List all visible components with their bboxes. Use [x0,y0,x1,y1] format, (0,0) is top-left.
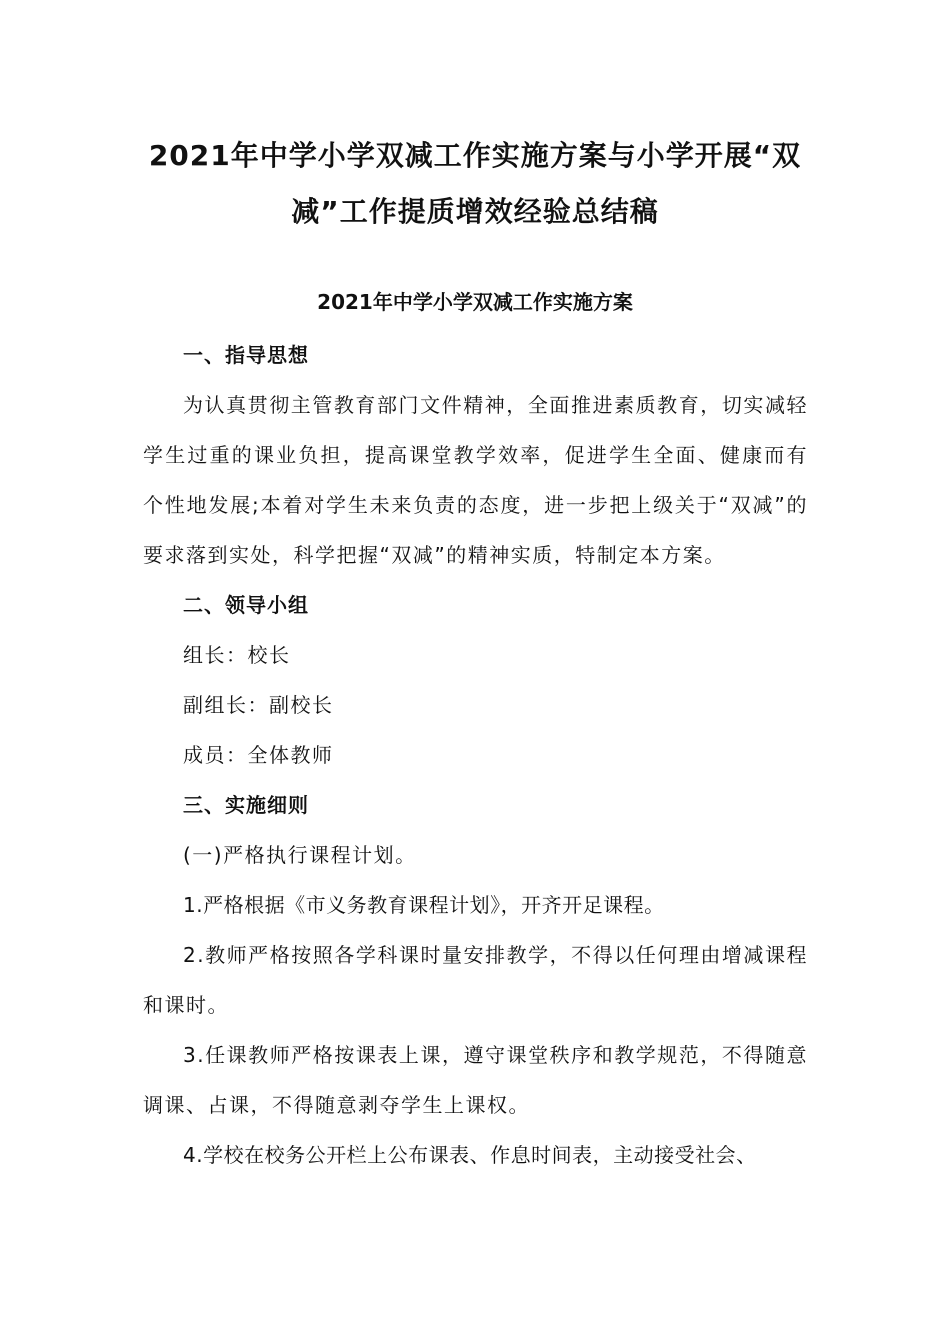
section-heading: 一、指导思想 [183,343,309,367]
title-line-2: 减”工作提质增效经验总结稿 [291,195,659,228]
paragraph: 4.学校在校务公开栏上公布课表、作息时间表，主动接受社会、 [183,1143,757,1167]
paragraph: 成员：全体教师 [183,743,334,767]
paragraph: 3.任课教师严格按课表上课，遵守课堂秩序和教学规范，不得随意调课、占课，不得随意剥夺学生上课权。 [143,1043,808,1117]
section-heading: 三、实施细则 [183,793,309,817]
paragraph: 2.教师严格按照各学科课时量安排教学，不得以任何理由增减课程和课时。 [143,943,808,1017]
paragraph: 副组长：副校长 [183,693,334,717]
paragraph: 1.严格根据《市义务教育课程计划》，开齐开足课程。 [183,893,665,917]
paragraph: (一)严格执行课程计划。 [183,843,417,867]
document-subtitle: 2021年中学小学双减工作实施方案 [317,290,633,314]
document-body [143,330,808,1180]
paragraph: 组长：校长 [183,643,291,667]
document-title [120,128,830,240]
paragraph: 为认真贯彻主管教育部门文件精神，全面推进素质教育，切实减轻学生过重的课业负担，提高课堂教学效率，促进学生全面、健康而有个性地发展;本着对学生未来负责的态度，进一步把上级关于“双减”的要求落到实处，科学把握“双减”的精神实质，特制定本方案。 [143,393,808,567]
section-heading: 二、领导小组 [183,593,309,617]
title-line-1: 2021年中学小学双减工作实施方案与小学开展“双 [148,139,802,172]
